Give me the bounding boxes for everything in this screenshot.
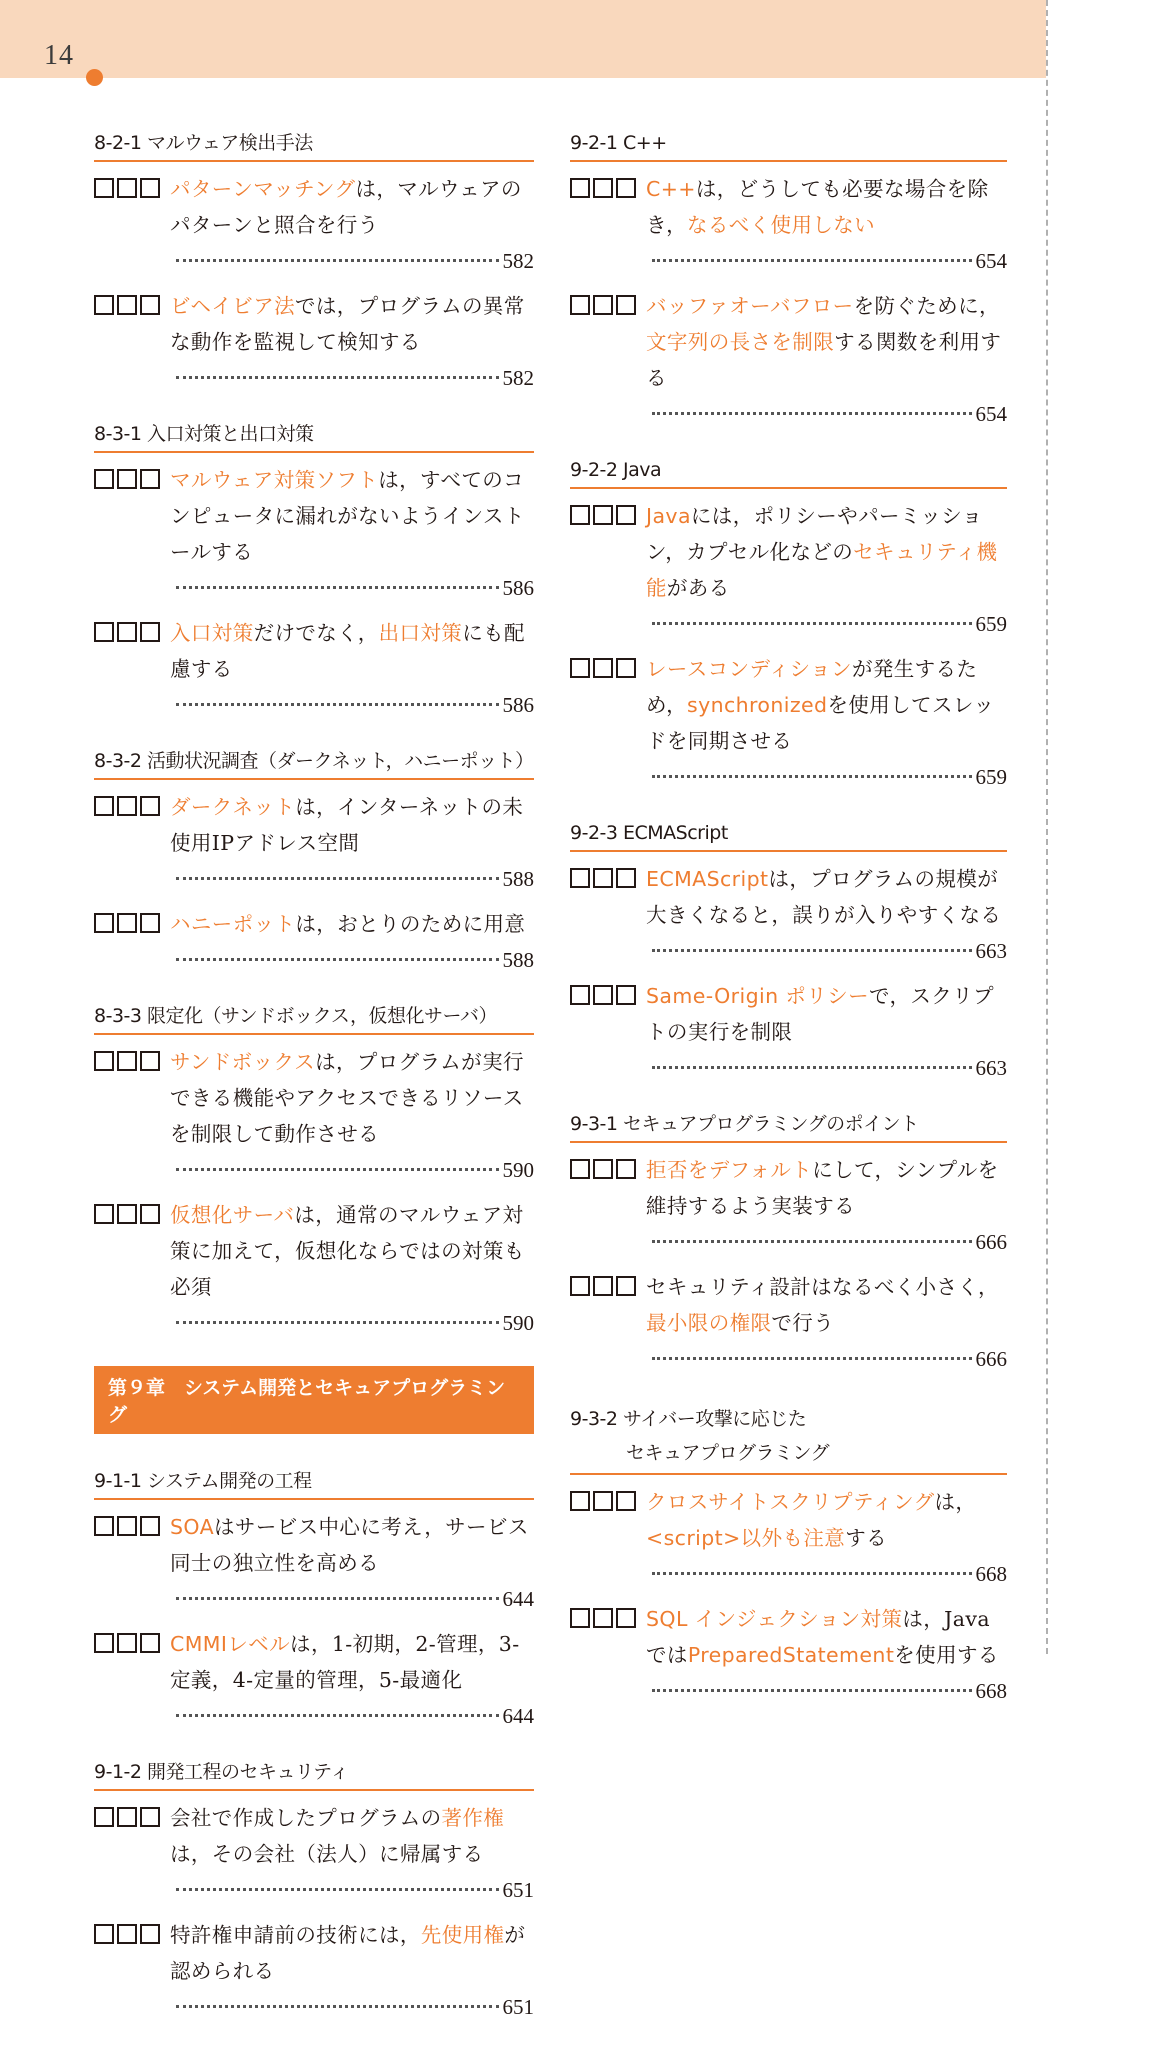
page-reference (646, 1673, 1007, 1709)
section (570, 457, 1007, 795)
checkbox[interactable] (570, 658, 590, 678)
checkbox[interactable] (140, 1204, 160, 1224)
checkbox[interactable] (616, 1608, 636, 1628)
leader-dots (176, 703, 499, 706)
checkbox-group (94, 1633, 160, 1653)
checkbox[interactable] (140, 469, 160, 489)
keyword: クロスサイトスクリプティング (646, 1490, 935, 1514)
checkbox[interactable] (117, 1051, 137, 1071)
leader-dots (176, 376, 499, 379)
checkbox[interactable] (94, 1516, 114, 1536)
checkbox[interactable] (570, 1608, 590, 1628)
page-ref-number: 582 (502, 366, 534, 390)
section-title (570, 130, 1007, 162)
checkbox-group (570, 985, 636, 1005)
section (94, 1759, 534, 2025)
section-title (94, 1759, 534, 1791)
text-segment: で，スクリプトの実行を制限 (646, 984, 995, 1044)
leader-dots (176, 1321, 499, 1324)
keyword: 拒否をデフォルト (646, 1158, 813, 1182)
text-segment: は，マルウェアのパターンと照合を行う (170, 177, 522, 237)
checkbox[interactable] (593, 1159, 613, 1179)
text-segment: だけでなく， (253, 621, 379, 645)
text-segment: には，ポリシーやパーミッション，カプセル化などの (646, 504, 983, 564)
text-segment: が発生するため， (646, 657, 978, 717)
checkbox[interactable] (117, 295, 137, 315)
keyword: 入口対策 (170, 621, 254, 645)
section-title-line: 8-2-1 マルウェア検出手法 (94, 132, 313, 154)
checkbox[interactable] (117, 1633, 137, 1653)
text-segment: を防ぐために， (853, 294, 1000, 318)
page-reference (646, 396, 1007, 432)
page-ref-number: 663 (975, 939, 1007, 963)
text-segment: を使用する (894, 1643, 999, 1667)
checklist-item (570, 288, 1007, 432)
checkbox[interactable] (117, 622, 137, 642)
item-text (170, 1044, 534, 1152)
page-ref-number: 668 (975, 1562, 1007, 1586)
checkbox-group (570, 1491, 636, 1511)
keyword: ダークネット (170, 795, 296, 819)
text-segment: は，どうしても必要な場合を除き， (646, 177, 989, 237)
page-ref-number: 588 (502, 867, 534, 891)
checklist-item (570, 1269, 1007, 1377)
keyword: 出口対策 (378, 621, 463, 645)
page-ref-number: 644 (502, 1587, 534, 1611)
keyword: 著作権 (441, 1806, 505, 1830)
keyword: Java (646, 504, 691, 528)
checklist-item (94, 615, 534, 723)
page-reference (170, 570, 534, 606)
checkbox[interactable] (616, 178, 636, 198)
page-reference (170, 1152, 534, 1188)
page-reference (170, 360, 534, 396)
page-reference (646, 1050, 1007, 1086)
checkbox[interactable] (570, 505, 590, 525)
page-reference (170, 1305, 534, 1341)
checklist-item (94, 462, 534, 606)
checkbox[interactable] (616, 295, 636, 315)
keyword: PreparedStatement (687, 1643, 895, 1667)
item-text (170, 288, 534, 360)
text-segment: 会社で作成したプログラムの (170, 1806, 442, 1830)
section (94, 130, 534, 396)
item-text (646, 978, 1007, 1050)
text-segment: は， (934, 1490, 977, 1514)
keyword: 最小限の権限 (646, 1311, 772, 1335)
checkbox[interactable] (570, 868, 590, 888)
section-title-line: 8-3-2 活動状況調査（ダークネット，ハニーポット） (94, 750, 534, 772)
checkbox-group (570, 295, 636, 315)
checkbox[interactable] (117, 1516, 137, 1536)
checklist-item (94, 171, 534, 279)
checkbox[interactable] (140, 295, 160, 315)
item-text (646, 498, 1007, 606)
right-column (570, 130, 1007, 1734)
leader-dots (652, 412, 972, 415)
checkbox[interactable] (593, 985, 613, 1005)
text-segment: する関数を利用する (646, 330, 1002, 390)
leader-dots (652, 259, 972, 262)
keyword: マルウェア対策ソフト (170, 468, 379, 492)
checkbox[interactable] (140, 1051, 160, 1071)
checkbox[interactable] (117, 796, 137, 816)
checkbox-group (94, 1051, 160, 1071)
section (94, 1468, 534, 1734)
item-text (170, 462, 534, 570)
checkbox[interactable] (616, 505, 636, 525)
text-segment: はサービス中心に考え，サービス同士の独立性を高める (170, 1515, 529, 1575)
text-segment: は，その会社（法人）に帰属する (170, 1842, 484, 1866)
item-text (646, 1152, 1007, 1224)
checkbox[interactable] (94, 913, 114, 933)
page-reference (170, 861, 534, 897)
page-reference (646, 1341, 1007, 1377)
page-reference (170, 687, 534, 723)
keyword: セキュリティ機能 (646, 540, 998, 600)
checklist-item (94, 1800, 534, 1908)
page-ref-number: 586 (502, 693, 534, 717)
checklist-item (94, 1509, 534, 1617)
page-ref-number: 582 (502, 249, 534, 273)
section (570, 1402, 1007, 1709)
checkbox[interactable] (140, 178, 160, 198)
checkbox[interactable] (94, 1633, 114, 1653)
left-column (94, 130, 534, 2050)
leader-dots (652, 1066, 972, 1069)
checklist-item (570, 1484, 1007, 1592)
leader-dots (652, 1689, 972, 1692)
page-reference (170, 1872, 534, 1908)
page-reference (170, 1698, 534, 1734)
leader-dots (176, 877, 499, 880)
item-text (170, 1626, 534, 1698)
leader-dots (652, 1357, 972, 1360)
checklist-item (570, 1152, 1007, 1260)
item-text (646, 1484, 1007, 1556)
checklist-item (94, 1917, 534, 2025)
keyword: C++ (646, 177, 696, 201)
section (570, 130, 1007, 432)
section (570, 1111, 1007, 1377)
checkbox[interactable] (593, 505, 613, 525)
text-segment: は，Javaでは (646, 1607, 991, 1667)
page-reference (170, 942, 534, 978)
checkbox-group (94, 913, 160, 933)
item-text (646, 171, 1007, 243)
keyword: ECMAScript (646, 867, 769, 891)
text-segment: する (845, 1526, 887, 1550)
checkbox[interactable] (94, 622, 114, 642)
checkbox[interactable] (593, 178, 613, 198)
checklist-item (94, 906, 534, 978)
page-ref-number: 590 (502, 1158, 534, 1182)
checkbox[interactable] (117, 1204, 137, 1224)
keyword: 文字列の長さを制限 (646, 330, 835, 354)
checklist-item (570, 1601, 1007, 1709)
item-text (170, 789, 534, 861)
text-segment: セキュリティ設計はなるべく小さく， (646, 1275, 999, 1299)
leader-dots (652, 622, 972, 625)
checklist-item (94, 1626, 534, 1734)
keyword: ハニーポット (170, 912, 296, 936)
header-band (0, 0, 1046, 78)
checkbox-group (94, 178, 160, 198)
text-segment: がある (666, 576, 730, 600)
section-title-line: 9-1-1 システム開発の工程 (94, 1470, 312, 1492)
text-segment: にも配慮する (170, 621, 525, 681)
checkbox-group (94, 469, 160, 489)
page-ref-number: 651 (502, 1995, 534, 2019)
keyword: <script>以外も注意 (646, 1526, 846, 1550)
page-ref-number: 644 (502, 1704, 534, 1728)
leader-dots (652, 1240, 972, 1243)
section-title-line: 9-2-2 Java (570, 459, 662, 481)
chapter-heading: 第９章 システム開発とセキュアプログラミング (94, 1366, 534, 1434)
section-title-line: セキュアプログラミング (626, 1442, 830, 1464)
checkbox-group (570, 178, 636, 198)
keyword: パターンマッチング (170, 177, 356, 201)
section-title (570, 820, 1007, 852)
section (94, 748, 534, 978)
keyword: レースコンディション (646, 657, 852, 681)
checkbox-group (570, 1276, 636, 1296)
item-text (170, 615, 534, 687)
item-text (170, 1917, 534, 1989)
checklist-item (570, 861, 1007, 969)
leader-dots (176, 1888, 499, 1891)
text-segment: にして，シンプルを維持するよう実装する (646, 1158, 999, 1218)
checkbox[interactable] (94, 1051, 114, 1071)
section-title-line: 9-2-1 C++ (570, 132, 667, 154)
page-ref-number: 663 (975, 1056, 1007, 1080)
item-text (170, 171, 534, 243)
keyword: Same-Origin ポリシー (646, 984, 870, 1008)
text-segment: で行う (771, 1311, 835, 1335)
leader-dots (176, 1168, 499, 1171)
item-text (646, 288, 1007, 396)
leader-dots (176, 1597, 499, 1600)
checklist-item (570, 651, 1007, 795)
keyword: SQL インジェクション対策 (646, 1607, 903, 1631)
checkbox-group (570, 1608, 636, 1628)
page-reference (646, 1224, 1007, 1260)
leader-dots (652, 775, 972, 778)
checkbox-group (94, 1924, 160, 1944)
keyword: CMMIレベル (170, 1632, 291, 1656)
keyword: 仮想化サーバ (170, 1203, 295, 1227)
checkbox[interactable] (593, 1608, 613, 1628)
section-title-line: 9-3-2 サイバー攻撃に応じた (570, 1408, 807, 1430)
section (94, 1003, 534, 1341)
keyword: 先使用権 (420, 1923, 505, 1947)
leader-dots (176, 958, 499, 961)
checkbox[interactable] (94, 178, 114, 198)
page-reference (646, 606, 1007, 642)
checkbox[interactable] (570, 985, 590, 1005)
trim-line (1046, 0, 1048, 1654)
section-title (94, 130, 534, 162)
checkbox[interactable] (94, 1204, 114, 1224)
checkbox[interactable] (616, 1491, 636, 1511)
checkbox[interactable] (117, 469, 137, 489)
item-text (646, 1601, 1007, 1673)
checkbox[interactable] (593, 658, 613, 678)
section (94, 421, 534, 723)
text-segment: は，インターネットの未使用IPアドレス空間 (170, 795, 524, 855)
leader-dots (176, 259, 499, 262)
checkbox[interactable] (140, 1807, 160, 1827)
checkbox[interactable] (570, 295, 590, 315)
checkbox-group (94, 1807, 160, 1827)
page-reference (646, 759, 1007, 795)
checkbox[interactable] (94, 1807, 114, 1827)
section-title (570, 457, 1007, 489)
text-segment: では，プログラムの異常な動作を監視して検知する (170, 294, 525, 354)
page-reference (646, 243, 1007, 279)
checkbox-group (570, 658, 636, 678)
checkbox-group (570, 1159, 636, 1179)
page-marker-dot (86, 69, 103, 86)
checkbox[interactable] (140, 1924, 160, 1944)
text-segment: は，プログラムが実行できる機能やアクセスできるリソースを制限して動作させる (170, 1050, 524, 1146)
section-title (94, 1003, 534, 1035)
checkbox[interactable] (94, 295, 114, 315)
text-segment: は，1-初期，2-管理，3-定義，4-定量的管理，5-最適化 (170, 1632, 520, 1692)
checkbox[interactable] (593, 868, 613, 888)
leader-dots (652, 949, 972, 952)
section-title (94, 421, 534, 453)
item-text (646, 651, 1007, 759)
checkbox[interactable] (117, 178, 137, 198)
checklist-item (94, 288, 534, 396)
checklist-item (94, 1044, 534, 1188)
page-ref-number: 588 (502, 948, 534, 972)
item-text (170, 1509, 534, 1581)
page-ref-number: 666 (975, 1347, 1007, 1371)
checkbox[interactable] (140, 622, 160, 642)
checkbox[interactable] (593, 1491, 613, 1511)
page-ref-number: 668 (975, 1679, 1007, 1703)
checkbox[interactable] (570, 1276, 590, 1296)
checkbox-group (94, 295, 160, 315)
checkbox[interactable] (616, 1159, 636, 1179)
checkbox[interactable] (94, 469, 114, 489)
page-reference (170, 1989, 534, 2025)
section-title (94, 748, 534, 780)
leader-dots (652, 1572, 972, 1575)
checkbox[interactable] (570, 1491, 590, 1511)
checkbox[interactable] (140, 1633, 160, 1653)
checkbox-group (570, 868, 636, 888)
checkbox[interactable] (117, 913, 137, 933)
page-reference (646, 1556, 1007, 1592)
page-ref-number: 659 (975, 612, 1007, 636)
leader-dots (176, 2005, 499, 2008)
checkbox[interactable] (616, 985, 636, 1005)
page-reference (170, 1581, 534, 1617)
checklist-item (570, 171, 1007, 279)
page-ref-number: 586 (502, 576, 534, 600)
checkbox[interactable] (593, 295, 613, 315)
checkbox[interactable] (94, 1924, 114, 1944)
section-title-line: 8-3-1 入口対策と出口対策 (94, 423, 314, 445)
leader-dots (176, 1714, 499, 1717)
checklist-item (94, 1197, 534, 1341)
checkbox[interactable] (616, 868, 636, 888)
keyword: バッファオーバフロー (646, 294, 854, 318)
section-title (570, 1402, 1007, 1475)
page-ref-number: 659 (975, 765, 1007, 789)
checkbox[interactable] (117, 1807, 137, 1827)
keyword: synchronized (686, 693, 828, 717)
item-text (646, 861, 1007, 933)
checkbox[interactable] (593, 1276, 613, 1296)
checkbox[interactable] (570, 178, 590, 198)
checkbox[interactable] (570, 1159, 590, 1179)
text-segment: は，すべてのコンピュータに漏れがないようインストールする (170, 468, 525, 564)
section-title (570, 1111, 1007, 1143)
checkbox[interactable] (140, 913, 160, 933)
page-ref-number: 590 (502, 1311, 534, 1335)
section (570, 820, 1007, 1086)
text-segment: は，通常のマルウェア対策に加えて，仮想化ならではの対策も必須 (170, 1203, 525, 1299)
page-number: 14 (44, 40, 74, 71)
page-ref-number: 654 (975, 402, 1007, 426)
checklist-item (570, 498, 1007, 642)
page-ref-number: 654 (975, 249, 1007, 273)
text-segment: は，プログラムの規模が大きくなると，誤りが入りやすくなる (646, 867, 1002, 927)
page-ref-number: 666 (975, 1230, 1007, 1254)
checkbox[interactable] (616, 658, 636, 678)
section-title-line: 9-1-2 開発工程のセキュリティ (94, 1761, 349, 1783)
page-ref-number: 651 (502, 1878, 534, 1902)
checkbox[interactable] (117, 1924, 137, 1944)
checkbox[interactable] (140, 1516, 160, 1536)
leader-dots (176, 586, 499, 589)
text-segment: が認められる (170, 1923, 526, 1983)
section-title-line: 9-2-3 ECMAScript (570, 822, 728, 844)
item-text (170, 1800, 534, 1872)
item-text (170, 906, 534, 942)
section-title-line: 9-3-1 セキュアプログラミングのポイント (570, 1113, 919, 1135)
checkbox-group (570, 505, 636, 525)
checkbox[interactable] (94, 796, 114, 816)
keyword: ビヘイビア法 (170, 294, 295, 318)
text-segment: は，おとりのために用意 (295, 912, 526, 936)
item-text (646, 1269, 1007, 1341)
page-reference (170, 243, 534, 279)
text-segment: を使用してスレッドを同期させる (646, 693, 995, 753)
checkbox-group (94, 1516, 160, 1536)
item-text (170, 1197, 534, 1305)
checkbox-group (94, 622, 160, 642)
checkbox-group (94, 796, 160, 816)
checklist-item (570, 978, 1007, 1086)
text-segment: 特許権申請前の技術には， (170, 1923, 421, 1947)
keyword: なるべく使用しない (686, 213, 876, 237)
keyword: SOA (170, 1515, 215, 1539)
checkbox[interactable] (140, 796, 160, 816)
checkbox[interactable] (616, 1276, 636, 1296)
page-reference (646, 933, 1007, 969)
keyword: サンドボックス (170, 1050, 316, 1074)
section-title (94, 1468, 534, 1500)
checkbox-group (94, 1204, 160, 1224)
checklist-item (94, 789, 534, 897)
section-title-line: 8-3-3 限定化（サンドボックス，仮想化サーバ） (94, 1005, 497, 1027)
